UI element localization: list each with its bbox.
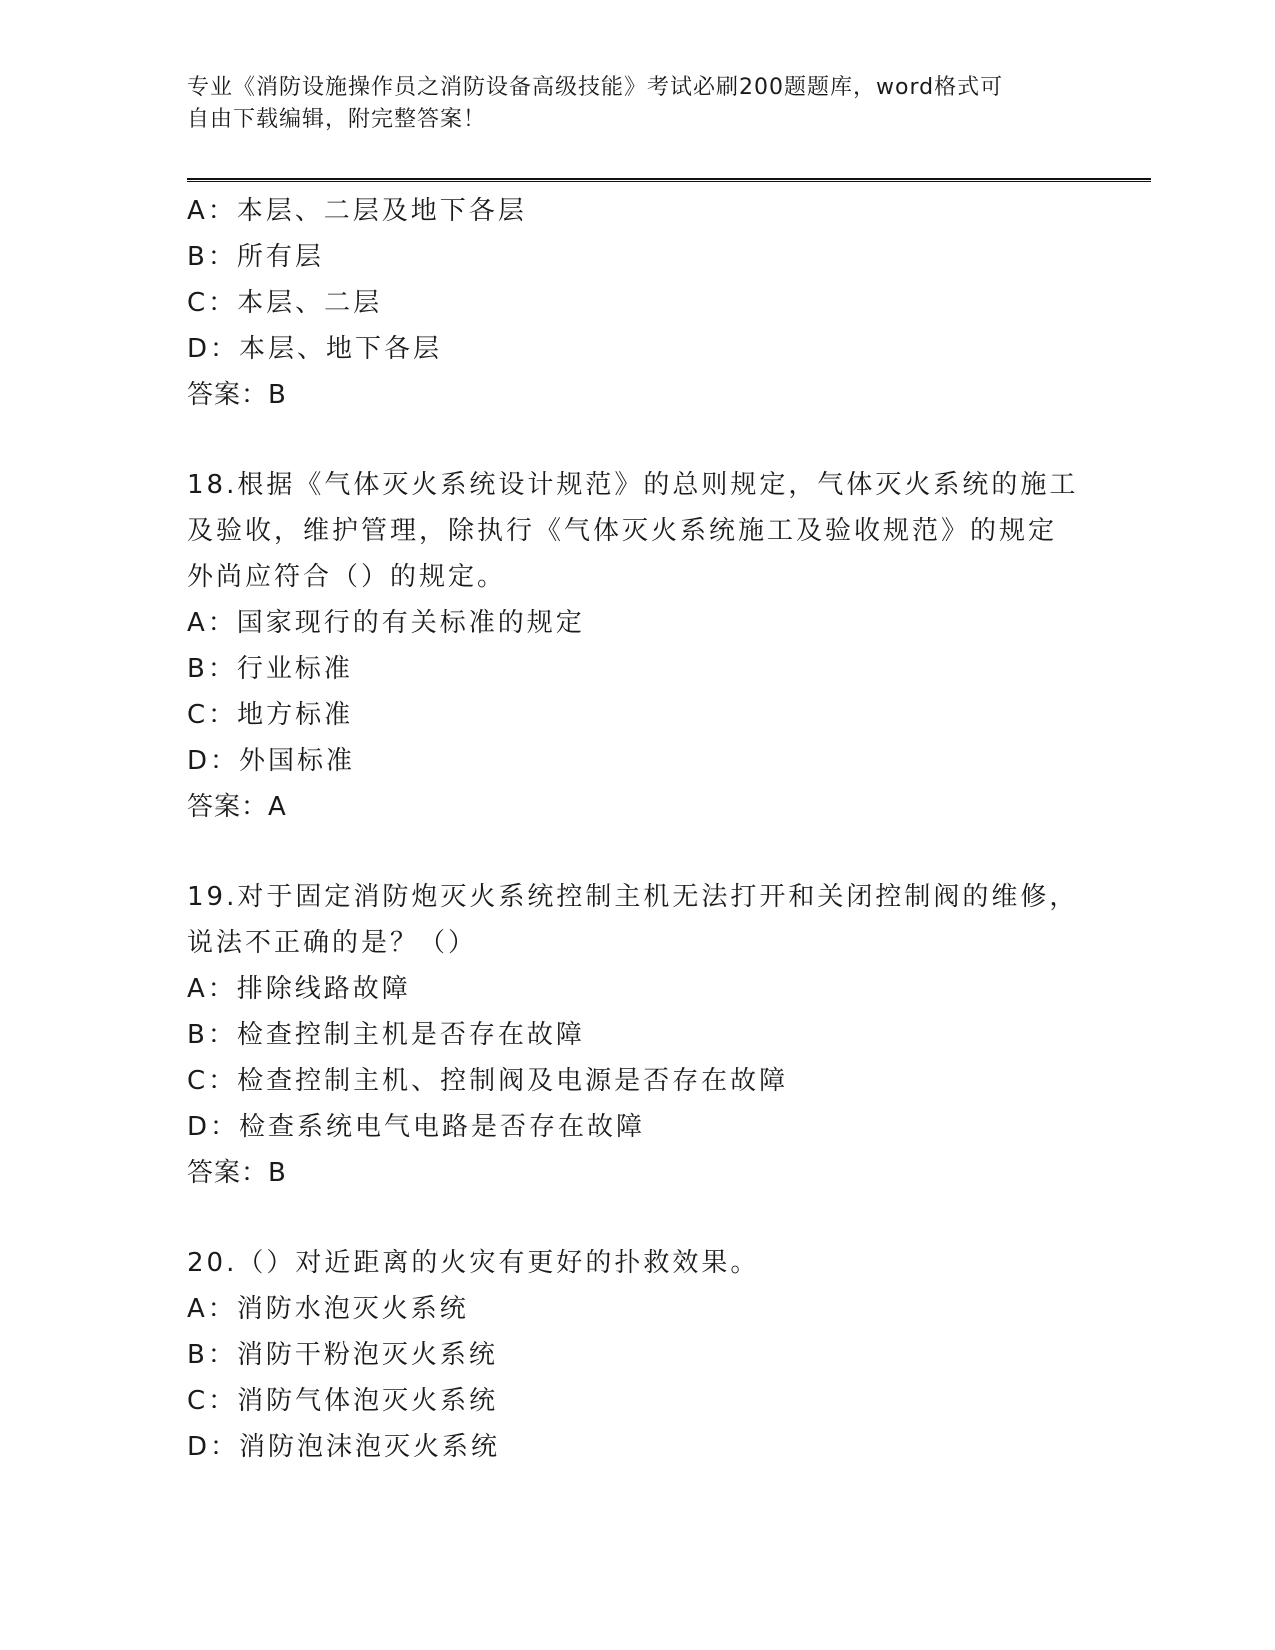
question-list <box>187 188 1087 1470</box>
question-17-block <box>187 188 1087 418</box>
spacer <box>187 830 1087 874</box>
option-d: D：消防泡沫泡灭火系统 <box>187 1432 501 1462</box>
question-stem-line: 外尚应符合（）的规定。 <box>187 562 507 592</box>
header-divider <box>187 178 1151 182</box>
answer-line: 答案：B <box>187 1158 287 1188</box>
option-c: C：消防气体泡灭火系统 <box>187 1386 499 1416</box>
option-b: B：检查控制主机是否存在故障 <box>187 1020 585 1050</box>
question-20-block <box>187 1240 1087 1470</box>
option-c: C：地方标准 <box>187 700 354 730</box>
option-a: A：排除线路故障 <box>187 974 411 1004</box>
option-c: C：本层、二层 <box>187 288 383 318</box>
answer-line: 答案：A <box>187 792 287 822</box>
option-a: A：消防水泡灭火系统 <box>187 1294 469 1324</box>
spacer <box>187 418 1087 462</box>
option-d: D：检查系统电气电路是否存在故障 <box>187 1112 646 1142</box>
question-19-block <box>187 874 1087 1196</box>
question-stem-line: 20.（）对近距离的火灾有更好的扑救效果。 <box>187 1248 760 1278</box>
question-18-block <box>187 462 1087 830</box>
answer-line: 答案：B <box>187 380 287 410</box>
option-a: A：本层、二层及地下各层 <box>187 196 527 226</box>
option-b: B：消防干粉泡灭火系统 <box>187 1340 498 1370</box>
header-line-2: 自由下载编辑，附完整答案！ <box>187 107 487 132</box>
option-d: D：外国标准 <box>187 746 356 776</box>
spacer <box>187 1196 1087 1240</box>
option-a: A：国家现行的有关标准的规定 <box>187 608 585 638</box>
option-b: B：所有层 <box>187 242 324 272</box>
question-stem-line: 及验收，维护管理，除执行《气体灭火系统施工及验收规范》的规定 <box>187 516 1058 546</box>
option-b: B：行业标准 <box>187 654 353 684</box>
option-d: D：本层、地下各层 <box>187 334 443 364</box>
header-line-1: 专业《消防设施操作员之消防设备高级技能》考试必刷200题题库，word格式可 <box>187 75 1004 100</box>
question-stem-line: 18.根据《气体灭火系统设计规范》的总则规定，气体灭火系统的施工 <box>187 470 1079 500</box>
document-header <box>187 72 1067 136</box>
option-c: C：检查控制主机、控制阀及电源是否存在故障 <box>187 1066 789 1096</box>
question-stem-line: 19.对于固定消防炮灭火系统控制主机无法打开和关闭控制阀的维修， <box>187 882 1079 912</box>
question-stem-line: 说法不正确的是？（） <box>187 928 478 958</box>
